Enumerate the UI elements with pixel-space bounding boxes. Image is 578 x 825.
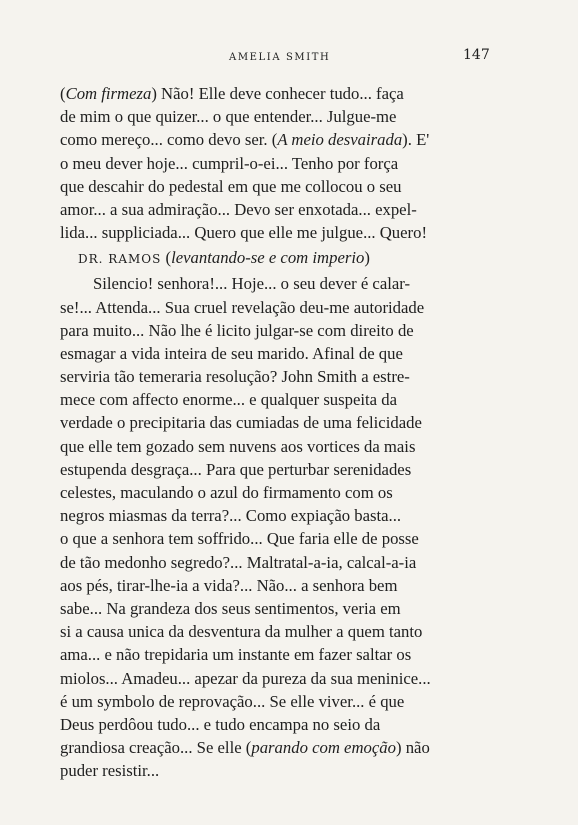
text-line: estupenda desgraça... Para que perturbar serenidades: [60, 459, 412, 479]
text-line: miolos... Amadeu... apezar da pureza da sua meninice...: [60, 668, 431, 688]
stage-direction: Com firmeza: [65, 84, 152, 103]
text-line: Deus perdôou tudo... e tudo encampa no seio da: [60, 714, 381, 734]
text-line: se!... Attenda... Sua cruel revelação deu-me autoridade: [60, 297, 425, 317]
text-line: é um symbolo de reprovação... Se elle viver... é que: [60, 691, 405, 711]
speaker-heading: DR. RAMOS (levantando-se e com imperio): [78, 248, 370, 268]
text-line: si a causa unica da desventura da mulher a quem tanto: [60, 622, 423, 642]
text-line: serviria tão temeraria resolução? John Smith a estre-: [60, 367, 410, 387]
text-line: amor... a sua admiração... Devo ser enxotada... expel-: [60, 199, 417, 219]
text-line: esmagar a vida inteira de seu marido. Afinal de que: [60, 343, 403, 363]
text-line: como mereço... como devo ser. (A meio desvairada). E': [60, 130, 430, 150]
running-title: AMELIA SMITH: [229, 52, 331, 63]
text-line: Silencio! senhora!... Hoje... o seu dever é calar-: [93, 274, 411, 294]
text-line: que descahir do pedestal em que me collocou o seu: [60, 176, 402, 196]
text-line: verdade o precipitaria das cumiadas de uma felicidade: [60, 413, 422, 433]
text-line: (Com firmeza) Não! Elle deve conhecer tudo... faça: [60, 84, 404, 103]
text-line: para muito... Não lhe é licito julgar-se com direito de: [60, 320, 414, 340]
stage-direction: A meio desvairada: [277, 130, 403, 150]
text-line: grandiosa creação... Se elle (parando com emoção) não: [60, 738, 430, 758]
text-line: mece com affecto enorme... e qualquer suspeita da: [60, 390, 398, 410]
text-line: sabe... Na grandeza dos seus sentimentos, veria em: [60, 598, 401, 618]
stage-direction: levantando-se e com imperio: [171, 248, 365, 268]
text-line: de tão medonho segredo?... Maltratal-a-ia, calcal-a-ia: [60, 552, 417, 572]
text-line: que elle tem gozado sem nuvens aos vortices da mais: [60, 436, 416, 456]
text-line: o que a senhora tem soffrido... Que faria elle de posse: [60, 529, 419, 549]
text-line: ama... e não trepidaria um instante em fazer saltar os: [60, 645, 412, 665]
text-line: o meu dever hoje... cumpril-o-ei... Tenho por força: [60, 153, 399, 173]
text-line: puder resistir...: [60, 761, 160, 781]
text-line: celestes, maculando o azul do firmamento com os: [60, 483, 393, 502]
speaker-name: DR. RAMOS: [78, 252, 162, 267]
page-number: 147: [463, 47, 490, 63]
page-text: [60, 82, 488, 782]
text-line: negros miasmas da terra?... Como expiação basta...: [60, 506, 402, 526]
text-line: lida... suppliciada... Quero que elle me julgue... Quero!: [60, 223, 428, 243]
stage-direction: parando com emoção: [251, 738, 396, 758]
text-line: aos pés, tirar-lhe-ia a vida?... Não... a senhora bem: [60, 575, 398, 595]
text-line: de mim o que quizer... o que entender... Julgue-me: [60, 107, 397, 127]
